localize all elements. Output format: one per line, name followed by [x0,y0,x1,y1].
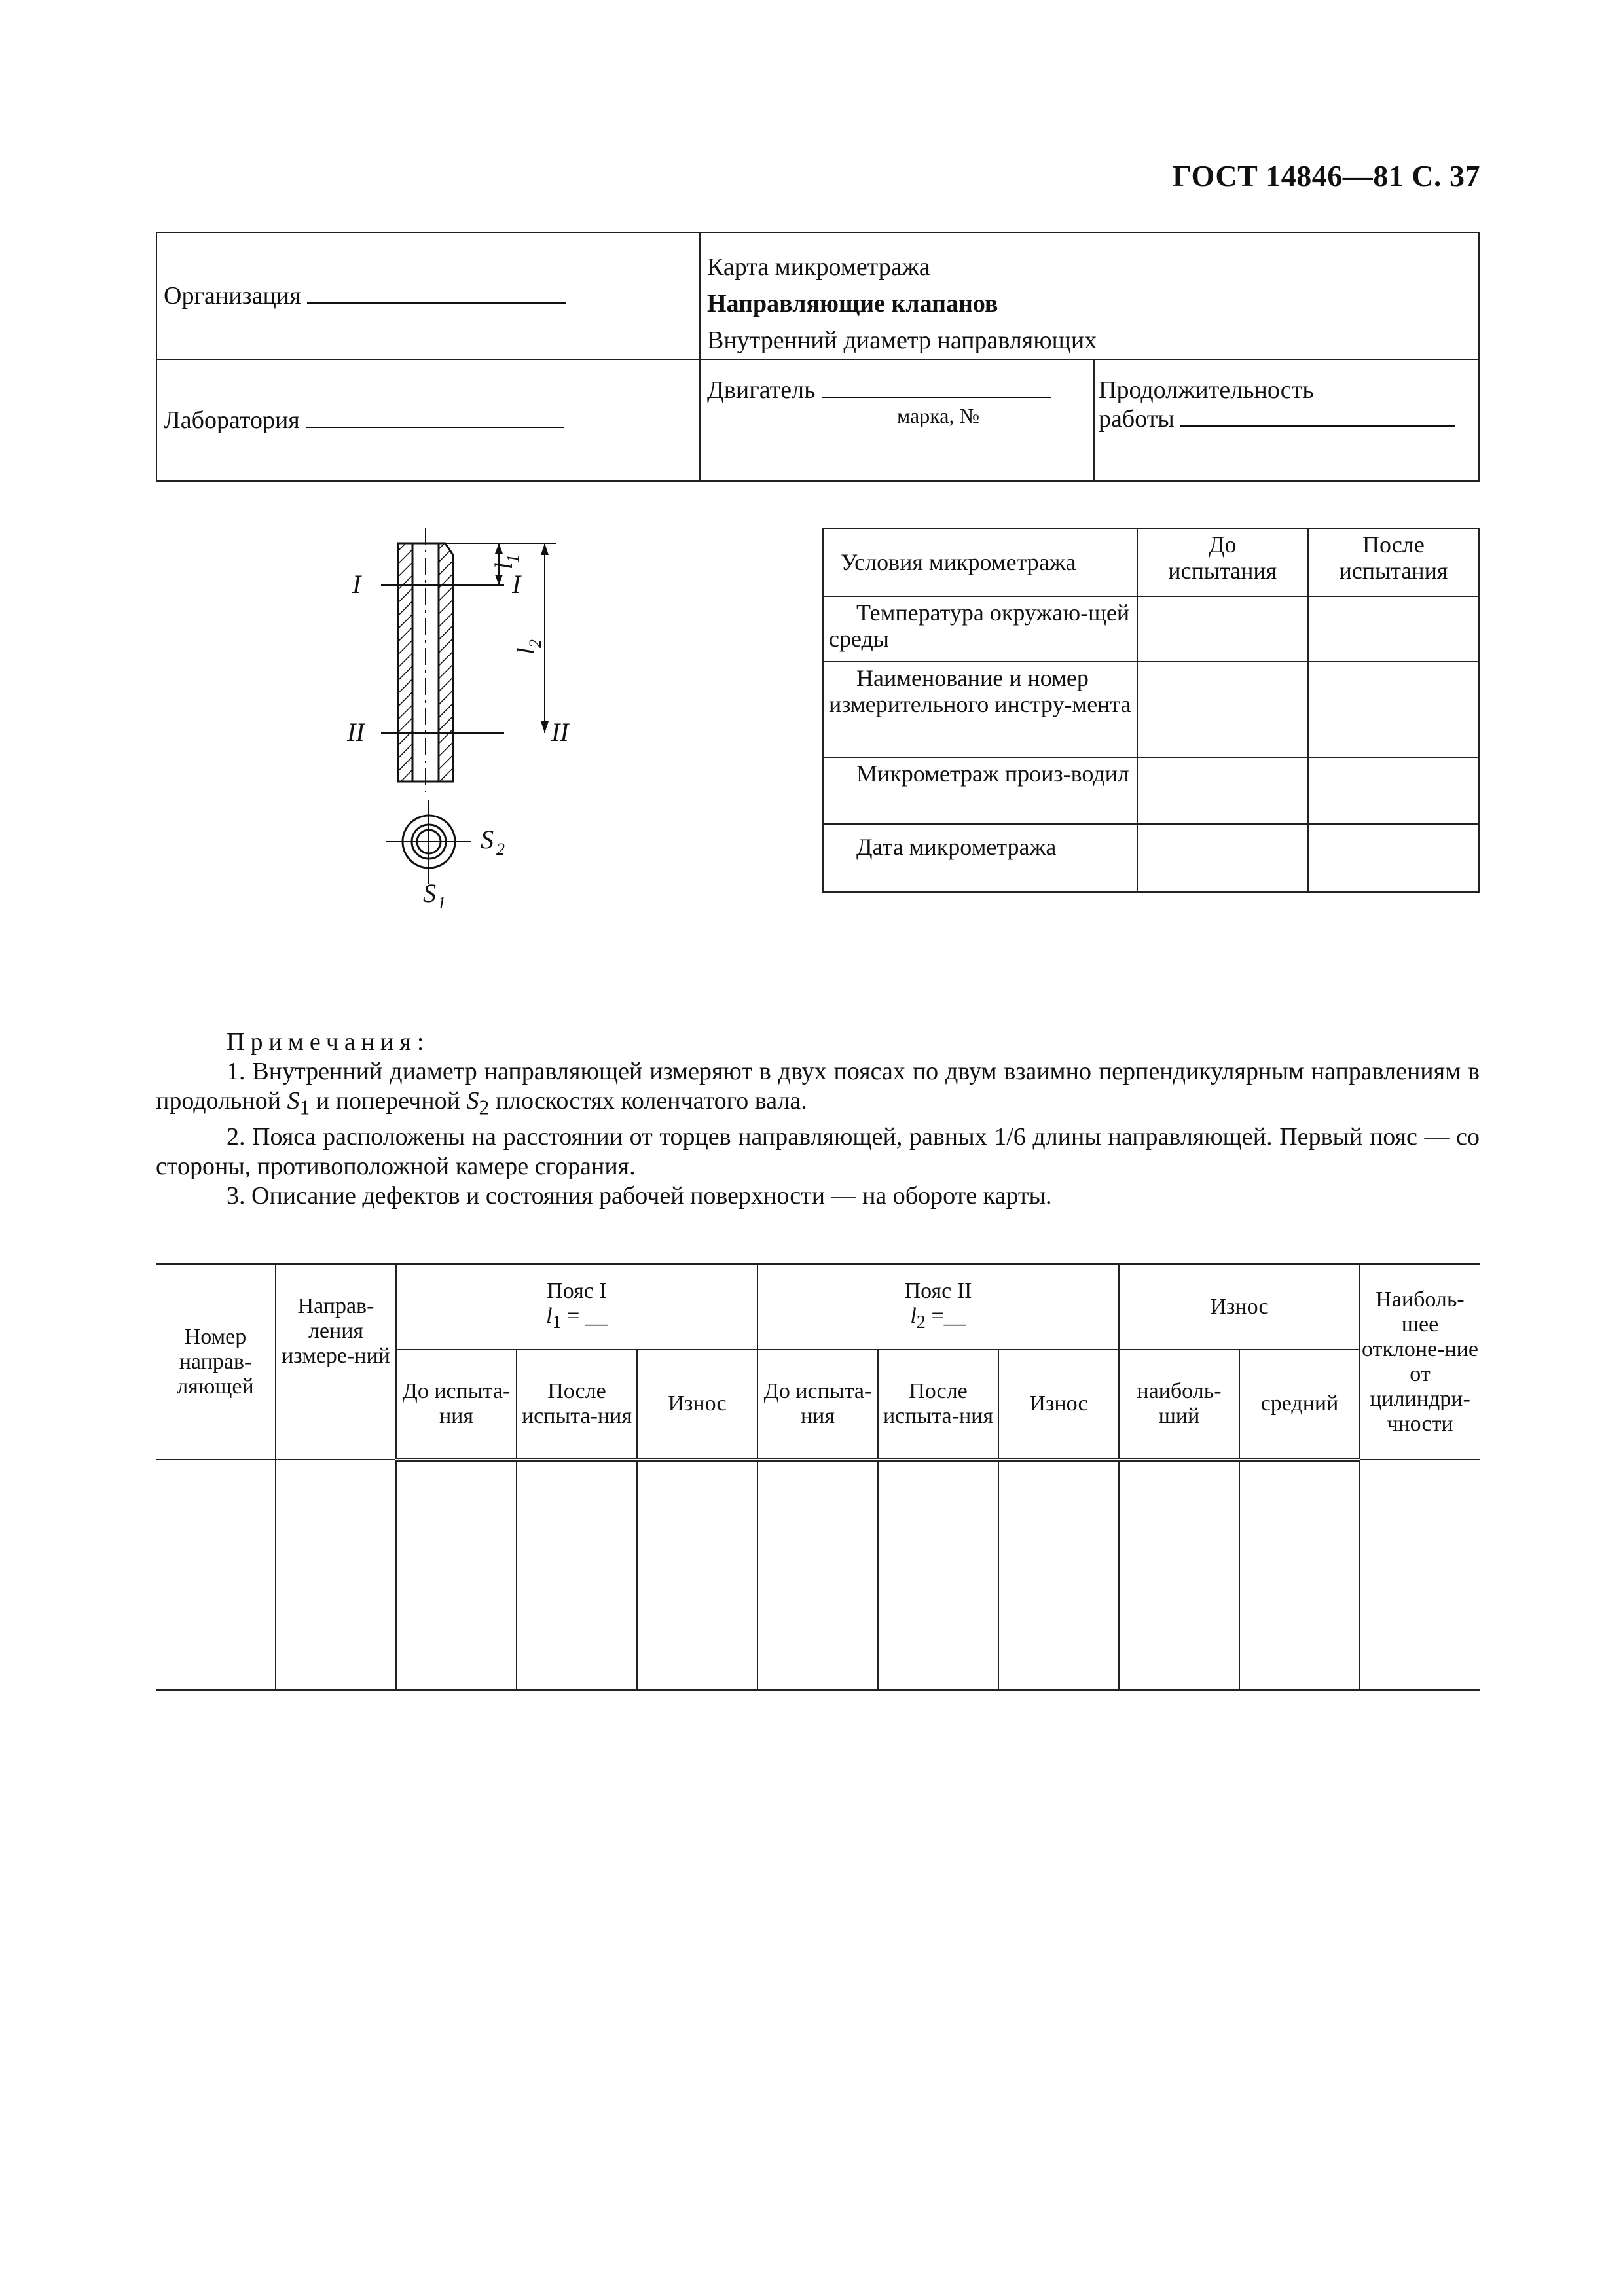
condition-value-cell[interactable] [1137,757,1308,824]
belt-1-title: Пояс I [547,1278,607,1303]
data-cell[interactable] [637,1460,757,1690]
condition-value-cell[interactable] [1308,596,1479,662]
engine-field-line[interactable] [822,395,1051,398]
condition-temperature: Температура окружаю-щей среды [823,596,1137,662]
notes-section [156,1028,1480,1211]
note-1-s2-sub: 2 [479,1096,490,1119]
organization-label: Организация [164,282,301,310]
belt-2-len-sub: 2 [916,1312,926,1333]
dim-label-l1-sub: 1 [503,554,522,563]
condition-performer: Микрометраж произ-водил [823,757,1137,824]
subheader-belt2-wear: Износ [998,1350,1119,1460]
note-1-s1-sub: 1 [299,1096,310,1119]
duration-cell [1094,359,1479,481]
plane-label-s2-sub: 2 [496,840,505,859]
subheader-belt2-before: До испыта-ния [757,1350,878,1460]
data-cell[interactable] [156,1460,276,1690]
organization-cell [156,232,700,359]
valve-guide-drawing [340,517,615,923]
section-label-II-right: II [551,717,569,747]
condition-instrument: Наименование и номер измерительного инстру-мента [823,662,1137,757]
note-1-text-b: и поперечной [310,1087,467,1115]
notes-heading: Примечания: [227,1028,430,1056]
dim-label-l2-sub: 2 [526,639,545,648]
table-row [156,1460,1480,1690]
measurement-table [156,1263,1480,1691]
laboratory-field-line[interactable] [306,425,564,428]
subheader-belt1-before: До испыта-ния [396,1350,517,1460]
note-1-text-c: плоскостях коленчатого вала. [489,1087,807,1115]
data-cell[interactable] [878,1460,998,1690]
subheader-belt1-after: После испыта-ния [517,1350,637,1460]
page-title: ГОСТ 14846—81 С. 37 [1172,159,1480,192]
condition-value-cell[interactable] [1308,824,1479,892]
header-belt-1 [396,1265,757,1350]
duration-field-line[interactable] [1180,424,1455,427]
belt-2-len-tail: =__ [925,1303,966,1328]
subheader-belt1-wear: Износ [637,1350,757,1460]
organization-field-line[interactable] [307,301,566,304]
dim-label-l1: l [490,562,518,569]
conditions-header-after-1: После [1362,531,1425,558]
header-wear: Износ [1119,1265,1360,1350]
plane-label-s1: S [423,878,436,908]
plane-label-s1-sub: 1 [437,893,446,912]
conditions-header-before [1137,528,1308,596]
form-header-table [156,232,1480,482]
data-cell[interactable] [276,1460,396,1690]
header-max-deviation: Наиболь-шее отклоне-ние от цилиндри-чности [1360,1265,1480,1460]
data-cell[interactable] [396,1460,517,1690]
duration-label-1: Продолжительность [1099,376,1314,404]
dimension-lines [495,543,549,733]
note-item-3: 3. Описание дефектов и состояния рабочей поверхности — на обороте карты. [227,1181,1052,1210]
table-row [823,824,1479,892]
card-title-cell [700,232,1479,359]
subheader-belt2-after: После испыта-ния [878,1350,998,1460]
note-1-s2: S [466,1087,479,1115]
note-item-2: 2. Пояса расположены на расстоянии от торцев направляющей, равных 1/6 длины направляющей. Первый пояс — со стороны, противоположной камере сгорания. [156,1122,1480,1180]
engine-label: Двигатель [707,376,816,404]
data-cell[interactable] [757,1460,878,1690]
guide-section [398,528,453,792]
laboratory-cell [156,359,700,481]
data-cell[interactable] [1119,1460,1239,1690]
belt-1-len-sub: 1 [552,1312,562,1333]
condition-value-cell[interactable] [1137,824,1308,892]
engine-cell [700,359,1094,481]
table-row [823,596,1479,662]
belt-2-len: l [910,1303,917,1328]
subheader-wear-max: наиболь-ший [1119,1350,1239,1460]
data-cell[interactable] [1239,1460,1360,1690]
belt-2-title: Пояс II [904,1278,972,1303]
conditions-header-after-2: испытания [1339,558,1448,584]
condition-value-cell[interactable] [1137,596,1308,662]
note-item-1 [156,1057,1480,1122]
table-row [823,662,1479,757]
header-guide-number: Номер направ-ляющей [156,1265,276,1460]
section-label-I-right: I [512,569,521,599]
duration-label-2: работы [1099,405,1175,433]
conditions-header-before-2: испытания [1168,558,1277,584]
data-cell[interactable] [1360,1460,1480,1690]
data-cell[interactable] [998,1460,1119,1690]
condition-value-cell[interactable] [1308,757,1479,824]
condition-value-cell[interactable] [1137,662,1308,757]
belt-1-len-tail: = __ [561,1303,608,1328]
condition-date: Дата микрометража [823,824,1137,892]
note-1-text-a: 1. Внутренний диаметр направляющей измеряют в двух поясах по двум взаимно перпендикулярным направлениям в продольной [156,1058,1480,1115]
plane-label-s2: S [481,825,494,854]
section-label-I-left: I [352,569,361,599]
header-belt-2 [757,1265,1119,1350]
conditions-header-condition: Условия микрометража [823,528,1137,596]
conditions-header-before-1: До [1208,531,1237,558]
condition-value-cell[interactable] [1308,662,1479,757]
table-row [823,757,1479,824]
note-1-s1: S [287,1087,300,1115]
subheader-wear-avg: средний [1239,1350,1360,1460]
section-label-II-left: II [347,717,365,747]
data-cell[interactable] [517,1460,637,1690]
dim-label-l2: l [513,647,540,655]
conditions-header-after [1308,528,1479,596]
header-direction: Направ-ления измере-ний [276,1265,396,1460]
card-subject: Направляющие клапанов [707,290,998,317]
belt-1-len: l [546,1303,553,1328]
cross-section-view [386,800,471,884]
conditions-table [822,528,1480,893]
card-measure: Внутренний диаметр направляющих [707,327,1097,354]
laboratory-label: Лаборатория [164,406,300,434]
card-title: Карта микрометража [707,253,930,281]
engine-sub-label: марка, № [897,404,980,427]
